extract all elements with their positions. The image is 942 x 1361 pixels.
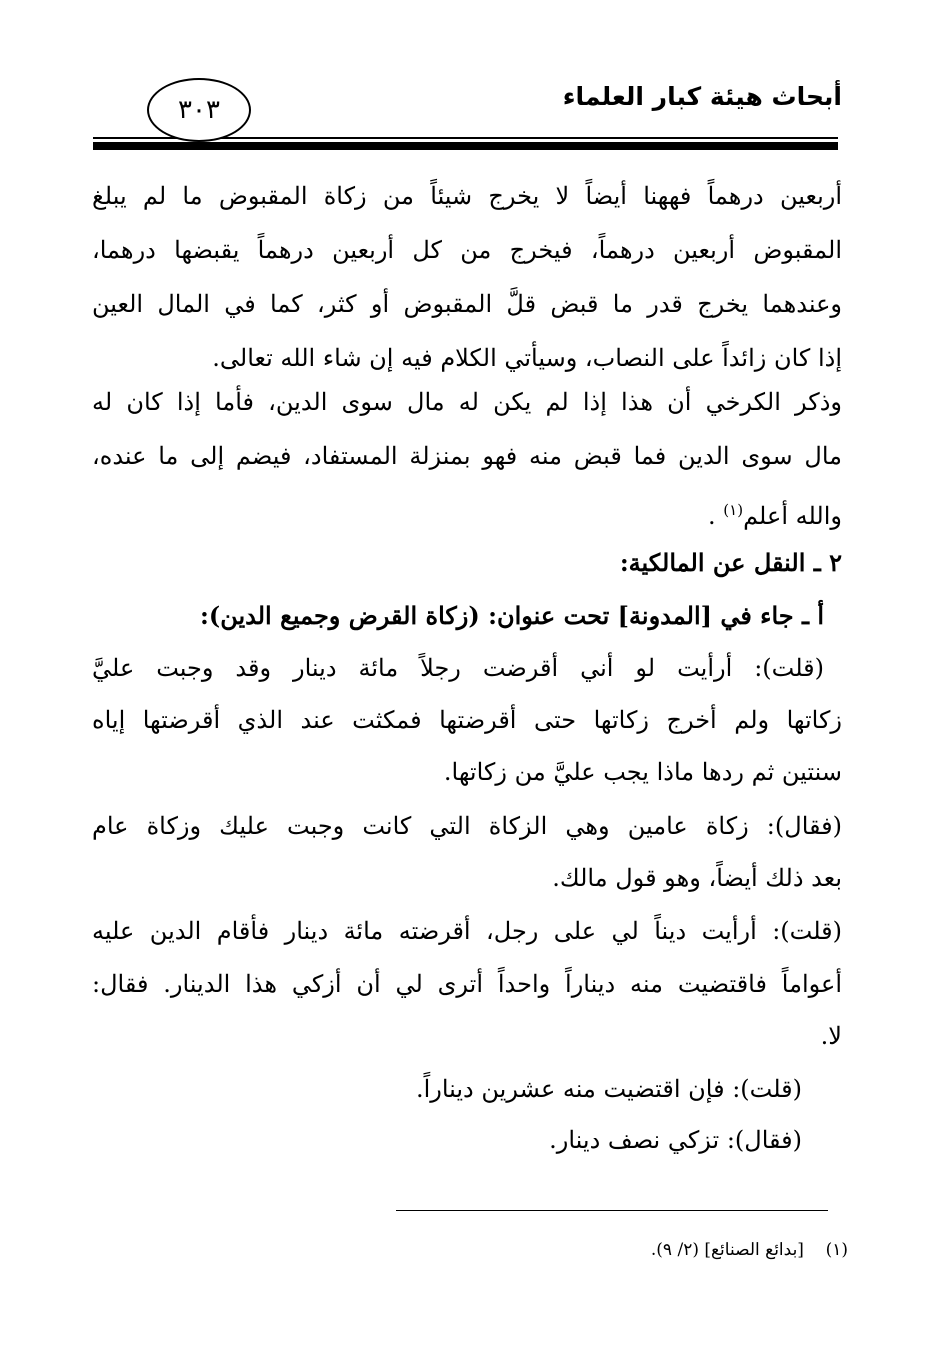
text-line-16: أعواماً فاقتضيت منه ديناراً واحداً أترى لي أن أزكي هذا الدينار. فقال: xyxy=(92,970,842,998)
text-line-19: (فقال): تزكي نصف دينار. xyxy=(549,1126,802,1154)
header-rule-thick xyxy=(93,142,838,150)
text-line-2: المقبوض أربعين درهماً، فيخرج من كل أربعين درهماً يقبضها درهما، xyxy=(92,236,842,264)
text-line-1: أربعين درهماً فههنا أيضاً لا يخرج شيئاً من زكاة المقبوض ما لم يبلغ xyxy=(92,182,842,210)
subsection-heading-mudawwana: أ ـ جاء في [المدونة] تحت عنوان: (زكاة القرض وجميع الدين): xyxy=(199,601,824,630)
text-line-13: (فقال): زكاة عامين وهي الزكاة التي كانت وجبت عليك وزكاة عام xyxy=(92,812,842,840)
text-line-14: بعد ذلك أيضاً، وهو قول مالك. xyxy=(552,864,842,892)
footnote-number: (١) xyxy=(825,1240,848,1260)
text-line-3: وعندهما يخرج قدر ما قبض قلَّ المقبوض أو كثر، كما في المال العين xyxy=(92,290,842,318)
text-line-6: مال سوى الدين فما قبض منه فهو بمنزلة المستفاد، فيضم إلى ما عنده، xyxy=(92,442,842,470)
section-heading-maliki: ٢ ـ النقل عن المالكية: xyxy=(619,548,842,577)
text-line-7-text: والله أعلم xyxy=(743,502,842,530)
text-line-18: (قلت): فإن اقتضيت منه عشرين ديناراً. xyxy=(415,1075,802,1103)
text-line-12: سنتين ثم ردها ماذا يجب عليَّ من زكاتها. xyxy=(443,758,842,786)
footnote-rule xyxy=(396,1210,828,1211)
text-line-5: وذكر الكرخي أن هذا إذا لم يكن له مال سوى الدين، فأما إذا كان له xyxy=(92,388,842,416)
footnote-ref-marker: (١) xyxy=(723,501,744,519)
text-line-7-end: . xyxy=(708,502,716,530)
text-line-7 xyxy=(708,490,842,536)
text-line-10: (قلت): أرأيت لو أني أقرضت رجلاً مائة دينار وقد وجبت عليَّ xyxy=(92,654,824,682)
footnote-text: [بدائع الصنائع] (٢/ ٩). xyxy=(650,1240,804,1260)
text-line-11: زكاتها ولم أخرج زكاتها حتى أقرضتها فمكثت عند الذي أقرضتها إياه xyxy=(92,706,842,734)
page-header-title: أبحاث هيئة كبار العلماء xyxy=(562,82,842,111)
footnote xyxy=(651,1240,848,1260)
page-number: ٣٠٣ xyxy=(178,95,220,125)
text-line-4: إذا كان زائداً على النصاب، وسيأتي الكلام فيه إن شاء الله تعالى. xyxy=(212,344,842,372)
text-line-15: (قلت): أرأيت ديناً لي على رجل، أقرضته مائة دينار فأقام الدين عليه xyxy=(92,917,842,945)
text-line-17: لا. xyxy=(820,1022,842,1050)
page-number-oval xyxy=(147,78,251,142)
